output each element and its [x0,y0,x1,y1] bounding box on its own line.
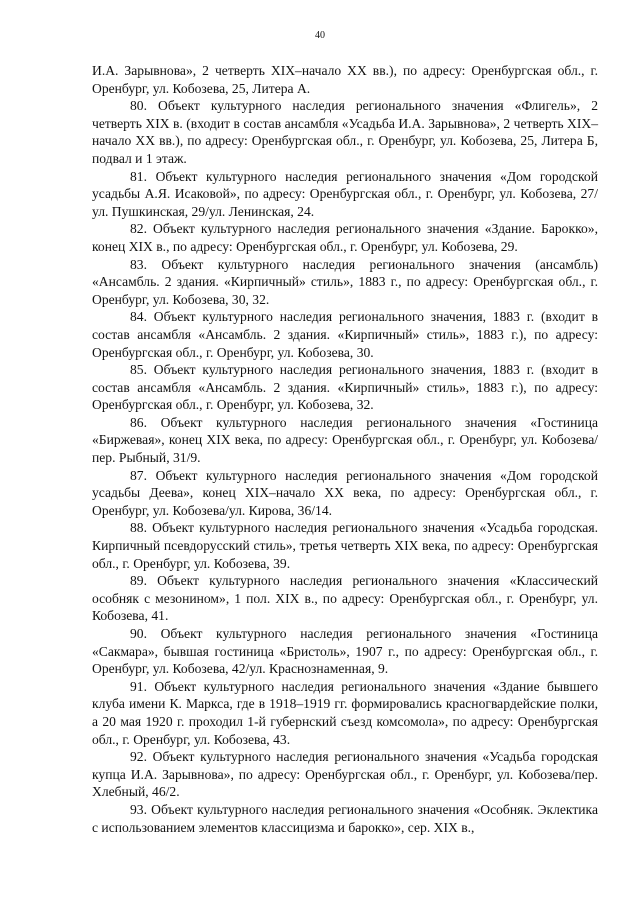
list-item-81: 81. Объект культурного наследия регионального значения «Дом городской усадьбы А.Я. Исаковой», по адресу: Оренбургская обл., г. Оренбург, ул. Кобозева, 27/ул. Пушкинская, 29/ул. Ленинская, 24. [92,168,598,219]
list-item-88: 88. Объект культурного наследия регионального значения «Усадьба городская. Кирпичный псевдорусский стиль», третья четверть XIX века, по адресу: Оренбургская обл., г. Оренбург, ул. Кобозева, 39. [92,520,598,571]
list-item-85: 85. Объект культурного наследия регионального значения, 1883 г. (входит в состав ансамбля «Ансамбль. 2 здания. «Кирпичный» стиль», 1883 г.), по адресу: Оренбургская обл., г. Оренбург, ул. Кобозева, 32. [92,362,598,413]
list-item-80: 80. Объект культурного наследия регионального значения «Флигель», 2 четверть XIX в. (входит в состав ансамбля «Усадьба И.А. Зарывнова», 2 четверть XIX–начало XX вв.), по адресу: Оренбургская обл., г. Оренбург, ул. Кобозева, 25, Литера Б, подвал и 1 этаж. [92,98,598,166]
list-item-90: 90. Объект культурного наследия регионального значения «Гостиница «Сакмара», бывшая гостиница «Бристоль», 1907 г., по адресу: Оренбургская обл., г. Оренбург, ул. Кобозева, 42/ул. Краснознаменная, 9. [92,626,598,677]
list-item-87: 87. Объект культурного наследия регионального значения «Дом городской усадьбы Деева», конец XIX–начало XX века, по адресу: Оренбургская обл., г. Оренбург, ул. Кобозева/ул. Кирова, 36/14. [92,467,598,518]
list-item-92: 92. Объект культурного наследия регионального значения «Усадьба городская купца И.А. Зарывнова», по адресу: Оренбургская обл., г. Оренбург, ул. Кобозева/пер. Хлебный, 46/2. [92,749,598,800]
document-body [92,62,598,836]
list-item-84: 84. Объект культурного наследия регионального значения, 1883 г. (входит в состав ансамбля «Ансамбль. 2 здания. «Кирпичный» стиль», 1883 г.), по адресу: Оренбургская обл., г. Оренбург, ул. Кобозева, 30. [92,309,598,360]
list-item-89: 89. Объект культурного наследия регионального значения «Классический особняк с мезонином», 1 пол. XIX в., по адресу: Оренбургская обл., г. Оренбург, ул. Кобозева, 41. [92,573,598,624]
list-item-91: 91. Объект культурного наследия регионального значения «Здание бывшего клуба имени К. Маркса, где в 1918–1919 гг. формировались красногвардейские полки, а 20 мая 1920 г. проходил 1-й губернский съезд комсомола», по адресу: Оренбургская обл., г. Оренбург, ул. Кобозева, 43. [92,678,598,747]
page-number: 40 [315,30,325,41]
list-item-93: 93. Объект культурного наследия регионального значения «Особняк. Эклектика с использованием элементов классицизма и барокко», сер. XIX в., [92,801,598,835]
list-item-83: 83. Объект культурного наследия регионального значения (ансамбль) «Ансамбль. 2 здания. «Кирпичный» стиль», 1883 г., по адресу: Оренбургская обл., г. Оренбург, ул. Кобозева, 30, 32. [92,256,598,307]
list-item-86: 86. Объект культурного наследия регионального значения «Гостиница «Биржевая», конец XIX века, по адресу: Оренбургская обл., г. Оренбург, ул. Кобозева/пер. Рыбный, 31/9. [92,414,598,466]
paragraph-continuation: И.А. Зарывнова», 2 четверть XIX–начало XX вв.), по адресу: Оренбургская обл., г. Оренбург, ул. Кобозева, 25, Литера А. [92,63,598,96]
list-item-82: 82. Объект культурного наследия регионального значения «Здание. Барокко», конец XIX в., по адресу: Оренбургская обл., г. Оренбург, ул. Кобозева, 29. [92,221,598,254]
